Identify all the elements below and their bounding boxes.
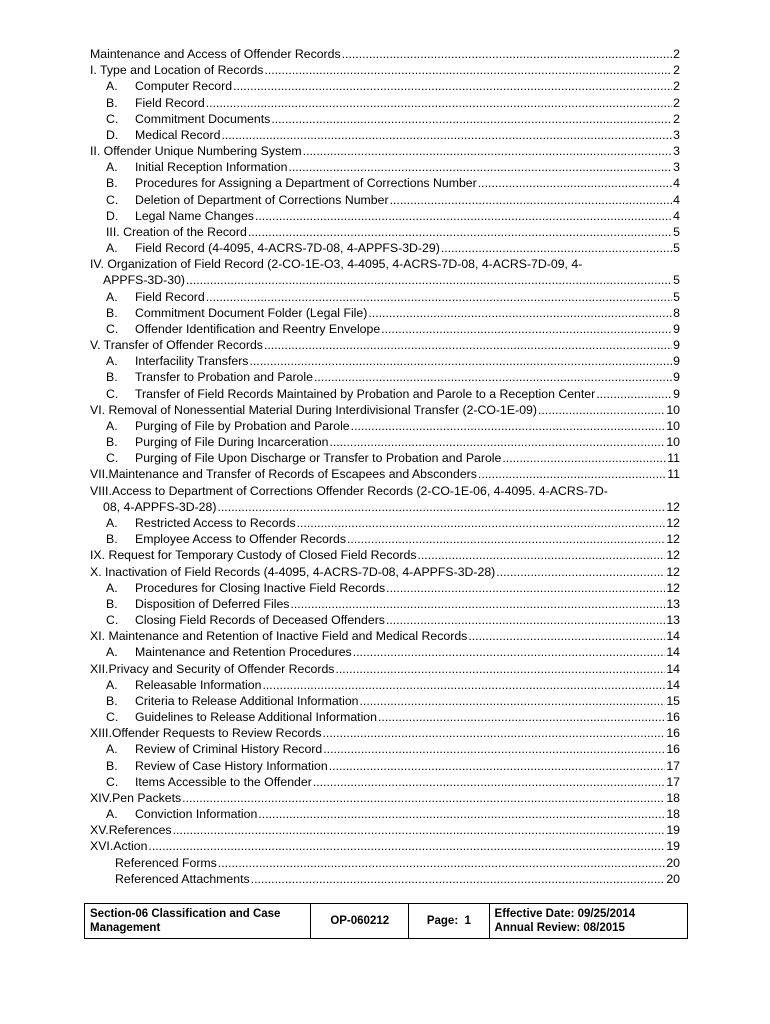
- toc-entry-title: Releasable Information: [135, 677, 262, 692]
- toc-entry-page: 18: [666, 790, 680, 805]
- toc-entry-page: 17: [666, 758, 680, 773]
- footer-page-number: 1: [464, 915, 471, 927]
- toc-entry[interactable]: [90, 547, 680, 563]
- footer-effective-date: Effective Date: 09/25/2014: [494, 908, 636, 920]
- toc-entry-letter: C.: [106, 321, 119, 336]
- toc-dot-leader: [249, 353, 672, 369]
- toc-entry-page: 13: [666, 596, 680, 611]
- toc-dot-leader: [538, 402, 665, 418]
- toc-entry[interactable]: [90, 256, 680, 288]
- toc-entry-title: Items Accessible to the Offender: [135, 774, 312, 789]
- toc-entry[interactable]: [90, 483, 680, 515]
- toc-entry[interactable]: [90, 127, 680, 143]
- footer-annual-review: Annual Review: 08/2015: [494, 922, 625, 934]
- toc-dot-leader: [217, 499, 665, 515]
- toc-entry-page: 17: [666, 774, 680, 789]
- toc-entry-page: 16: [666, 726, 680, 741]
- toc-entry-title: Field Record (4-4095, 4-ACRS-7D-08, 4-APPFS-3D-29): [135, 241, 440, 256]
- toc-dot-leader: [478, 466, 666, 482]
- toc-entry-letter: C.: [106, 613, 119, 628]
- toc-dot-leader: [347, 531, 665, 547]
- toc-entry-page: 11: [667, 467, 680, 482]
- toc-dot-leader: [360, 693, 666, 709]
- toc-entry-letter: C.: [106, 111, 119, 126]
- toc-entry-first-line: [90, 483, 680, 499]
- toc-entry-letter: A.: [106, 677, 118, 692]
- footer-dates: [489, 904, 687, 939]
- toc-entry-letter: A.: [106, 418, 118, 433]
- toc-entry[interactable]: [90, 208, 680, 224]
- toc-entry-title: Conviction Information: [135, 807, 258, 822]
- toc-entry-title: Review of Criminal History Record: [135, 742, 323, 757]
- toc-dot-leader: [264, 337, 672, 353]
- toc-dot-leader: [251, 871, 666, 887]
- toc-entry-title: Offender Identification and Reentry Envelope: [135, 321, 381, 336]
- toc-entry-letter: A.: [106, 79, 118, 94]
- toc-entry-page: 12: [666, 580, 680, 595]
- toc-entry[interactable]: [90, 822, 680, 838]
- toc-entry[interactable]: [90, 725, 680, 741]
- toc-entry-page: 14: [666, 661, 680, 676]
- toc-entry[interactable]: [90, 337, 680, 353]
- toc-entry-page: 2: [673, 111, 680, 126]
- toc-dot-leader: [381, 321, 672, 337]
- toc-entry-title: X. Inactivation of Field Records (4-4095, 4-ACRS-7D-08, 4-APPFS-3D-28): [90, 564, 496, 579]
- toc-entry-title: Computer Record: [135, 79, 233, 94]
- toc-dot-leader: [478, 175, 672, 191]
- toc-entry[interactable]: [90, 580, 680, 596]
- toc-entry-title: Interfacility Transfers: [135, 354, 249, 369]
- toc-dot-leader: [441, 240, 672, 256]
- toc-entry-letter: B.: [106, 95, 118, 110]
- toc-dot-leader: [323, 741, 665, 757]
- toc-entry[interactable]: [90, 531, 680, 547]
- toc-dot-leader: [173, 822, 666, 838]
- toc-dot-leader: [290, 596, 665, 612]
- toc-entry-title: Maintenance and Retention Procedures: [135, 645, 352, 660]
- toc-entry-title: Referenced Attachments: [115, 871, 250, 886]
- toc-dot-leader: [218, 855, 665, 871]
- toc-entry[interactable]: [90, 450, 680, 466]
- toc-dot-leader: [468, 628, 665, 644]
- toc-entry[interactable]: [90, 596, 680, 612]
- toc-entry-page: 9: [673, 370, 680, 385]
- toc-entry-page: 12: [666, 564, 680, 579]
- toc-entry-page: 8: [673, 305, 680, 320]
- toc-entry-page: 12: [666, 499, 680, 514]
- toc-entry-title: XI. Maintenance and Retention of Inactive Field and Medical Records: [90, 629, 468, 644]
- toc-entry-page: 2: [673, 95, 680, 110]
- toc-entry-title: Maintenance and Access of Offender Records: [90, 47, 341, 61]
- toc-dot-leader: [335, 661, 665, 677]
- toc-entry[interactable]: [90, 321, 680, 337]
- toc-entry-page: 5: [673, 273, 680, 288]
- toc-entry-letter: D.: [106, 208, 119, 223]
- toc-entry-first-line: [90, 256, 680, 272]
- toc-entry-page: 5: [673, 224, 680, 239]
- toc-entry-page: 13: [666, 613, 680, 628]
- toc-entry[interactable]: [90, 78, 680, 94]
- toc-dot-leader: [221, 127, 672, 143]
- toc-entry-title: Restricted Access to Records: [135, 515, 296, 530]
- toc-entry-title: I. Type and Location of Records: [90, 63, 264, 78]
- toc-entry-page: 5: [673, 289, 680, 304]
- toc-entry-letter: B.: [106, 435, 118, 450]
- toc-entry[interactable]: [90, 515, 680, 531]
- toc-entry-letter: A.: [106, 807, 118, 822]
- toc-entry-page: 5: [673, 241, 680, 256]
- toc-entry-page: 2: [673, 79, 680, 94]
- toc-entry-title: XVI.Action: [90, 839, 148, 854]
- toc-entry[interactable]: [90, 95, 680, 111]
- toc-entry-page: 12: [666, 532, 680, 547]
- toc-entry-page: 15: [666, 693, 680, 708]
- toc-entry[interactable]: [90, 159, 680, 175]
- toc-entry-page: 14: [666, 629, 680, 644]
- toc-entry-title: Review of Case History Information: [135, 758, 328, 773]
- toc-entry-letter: B.: [106, 305, 118, 320]
- toc-entry-title: Criteria to Release Additional Information: [135, 693, 359, 708]
- toc-entry-title: Field Record: [135, 289, 205, 304]
- toc-entry[interactable]: [90, 693, 680, 709]
- toc-entry[interactable]: [90, 806, 680, 822]
- toc-entry-letter: A.: [106, 241, 118, 256]
- toc-entry-title: Commitment Documents: [135, 111, 271, 126]
- toc-entry-letter: B.: [106, 596, 118, 611]
- toc-dot-leader: [322, 725, 665, 741]
- toc-entry-title: Transfer of Field Records Maintained by Probation and Parole to a Reception Center: [135, 386, 596, 401]
- toc-entry-page: 19: [666, 823, 680, 838]
- footer-op-code: OP-060212: [311, 904, 409, 939]
- toc-dot-leader: [288, 159, 672, 175]
- toc-entry-title: Field Record: [135, 95, 205, 110]
- toc-dot-leader: [342, 46, 673, 62]
- document-footer: [84, 903, 688, 939]
- toc-entry-page: 16: [666, 710, 680, 725]
- toc-entry[interactable]: [90, 612, 680, 628]
- toc-entry-page: 4: [673, 176, 680, 191]
- toc-entry-page: 3: [673, 160, 680, 175]
- toc-entry-page: 9: [673, 386, 680, 401]
- toc-entry-title: VIII.Access to Department of Corrections Offender Records (2-CO-1E-06, 4-4095. 4-ACRS-7D-: [90, 483, 608, 498]
- toc-entry-page: 20: [666, 871, 680, 886]
- toc-dot-leader: [186, 272, 672, 288]
- toc-entry-title: Guidelines to Release Additional Information: [135, 710, 377, 725]
- toc-dot-leader: [329, 434, 665, 450]
- toc-dot-leader: [258, 806, 665, 822]
- toc-entry-letter: A.: [106, 742, 118, 757]
- toc-entry-title: 08, 4-APPFS-3D-28): [103, 499, 217, 514]
- toc-entry-title: Referenced Forms: [115, 855, 217, 870]
- toc-entry[interactable]: [90, 353, 680, 369]
- toc-entry[interactable]: [90, 790, 680, 806]
- toc-entry-page: 14: [666, 645, 680, 660]
- toc-entry-letter: A.: [106, 160, 118, 175]
- toc-entry[interactable]: [90, 369, 680, 385]
- toc-entry-letter: C.: [106, 710, 119, 725]
- toc-entry-title: XV.References: [90, 823, 172, 838]
- toc-dot-leader: [148, 838, 665, 854]
- toc-entry-title: V. Transfer of Offender Records: [90, 338, 263, 353]
- toc-entry-page: 12: [666, 548, 680, 563]
- toc-entry-title: IV. Organization of Field Record (2-CO-1E-O3, 4-4095, 4-ACRS-7D-08, 4-ACRS-7D-09, 4-: [90, 257, 583, 272]
- toc-entry[interactable]: [90, 677, 680, 693]
- toc-entry-title: VII.Maintenance and Transfer of Records of Escapees and Absconders: [90, 467, 477, 482]
- toc-dot-leader: [233, 78, 672, 94]
- toc-entry-title: Closing Field Records of Deceased Offenders: [135, 613, 385, 628]
- toc-dot-leader: [417, 547, 665, 563]
- toc-dot-leader: [297, 515, 666, 531]
- toc-entry-page: 2: [673, 63, 680, 78]
- toc-entry[interactable]: [90, 466, 680, 482]
- table-of-contents: [90, 46, 680, 887]
- toc-dot-leader: [271, 111, 672, 127]
- toc-dot-leader: [386, 612, 665, 628]
- toc-entry-page: 9: [673, 338, 680, 353]
- toc-entry-title: Deletion of Department of Corrections Number: [135, 192, 389, 207]
- toc-entry-title: Medical Record: [135, 127, 221, 142]
- toc-entry-page: 12: [666, 515, 680, 530]
- toc-entry-page: 10: [666, 402, 680, 417]
- toc-entry[interactable]: [90, 855, 680, 871]
- toc-entry-page: 10: [666, 435, 680, 450]
- toc-entry-title: Commitment Document Folder (Legal File): [135, 305, 368, 320]
- toc-entry-page: 19: [666, 839, 680, 854]
- toc-entry-title: VI. Removal of Nonessential Material During Interdivisional Transfer (2-CO-1E-09): [90, 402, 537, 417]
- toc-dot-leader: [313, 774, 666, 790]
- toc-dot-leader: [351, 418, 666, 434]
- toc-entry[interactable]: [90, 434, 680, 450]
- toc-entry[interactable]: [90, 143, 680, 159]
- toc-dot-leader: [368, 305, 672, 321]
- toc-entry[interactable]: [90, 240, 680, 256]
- toc-entry[interactable]: [90, 709, 680, 725]
- toc-dot-leader: [353, 644, 666, 660]
- toc-entry-letter: A.: [106, 645, 118, 660]
- toc-dot-leader: [386, 580, 665, 596]
- toc-entry-title: III. Creation of the Record: [106, 224, 247, 239]
- footer-page-label: Page:: [426, 915, 459, 927]
- toc-entry[interactable]: [90, 402, 680, 418]
- toc-entry-page: 4: [673, 208, 680, 223]
- toc-entry[interactable]: [90, 111, 680, 127]
- toc-entry-title: Purging of File Upon Discharge or Transfer to Probation and Parole: [135, 451, 502, 466]
- toc-dot-leader: [378, 709, 665, 725]
- toc-entry-page: 16: [666, 742, 680, 757]
- toc-entry-page: 14: [666, 677, 680, 692]
- toc-dot-leader: [596, 386, 672, 402]
- toc-entry-page: 9: [673, 354, 680, 369]
- toc-dot-leader: [303, 143, 673, 159]
- toc-entry-title: Disposition of Deferred Files: [135, 596, 290, 611]
- toc-entry-letter: B.: [106, 758, 118, 773]
- toc-dot-leader: [390, 192, 673, 208]
- toc-entry[interactable]: [90, 741, 680, 757]
- toc-entry[interactable]: [90, 289, 680, 305]
- toc-entry-continuation: [90, 272, 680, 288]
- toc-dot-leader: [248, 224, 672, 240]
- toc-entry-title: Transfer to Probation and Parole: [135, 370, 313, 385]
- toc-entry-title: Purging of File During Incarceration: [135, 435, 329, 450]
- toc-entry[interactable]: [90, 175, 680, 191]
- toc-dot-leader: [206, 289, 672, 305]
- toc-entry-title: II. Offender Unique Numbering System: [90, 144, 302, 159]
- toc-entry-letter: A.: [106, 515, 118, 530]
- toc-entry-page: 2: [673, 47, 680, 61]
- toc-entry-title: XIII.Offender Requests to Review Records: [90, 726, 322, 741]
- toc-entry-letter: C.: [106, 386, 119, 401]
- toc-entry-title: Legal Name Changes: [135, 208, 254, 223]
- toc-entry[interactable]: [90, 564, 680, 580]
- footer-page: [409, 904, 489, 939]
- toc-entry[interactable]: [90, 192, 680, 208]
- toc-entry-title: IX. Request for Temporary Custody of Closed Field Records: [90, 548, 417, 563]
- toc-entry-title: Purging of File by Probation and Parole: [135, 418, 350, 433]
- toc-dot-leader: [182, 790, 665, 806]
- toc-dot-leader: [502, 450, 666, 466]
- toc-entry-page: 9: [673, 321, 680, 336]
- toc-entry-letter: A.: [106, 289, 118, 304]
- toc-dot-leader: [255, 208, 672, 224]
- toc-entry[interactable]: [90, 628, 680, 644]
- toc-entry-title: XIV.Pen Packets: [90, 790, 182, 805]
- toc-entry-letter: C.: [106, 451, 119, 466]
- toc-entry-title: Initial Reception Information: [135, 160, 288, 175]
- toc-entry-page: 3: [673, 144, 680, 159]
- toc-entry[interactable]: [90, 644, 680, 660]
- toc-entry[interactable]: [90, 62, 680, 78]
- toc-entry[interactable]: [90, 758, 680, 774]
- toc-entry-letter: C.: [106, 774, 119, 789]
- toc-entry[interactable]: [90, 224, 680, 240]
- toc-entry-page: 11: [667, 451, 680, 466]
- toc-entry[interactable]: [90, 774, 680, 790]
- toc-entry-letter: B.: [106, 176, 118, 191]
- toc-entry[interactable]: [90, 386, 680, 402]
- toc-entry-letter: A.: [106, 354, 118, 369]
- toc-entry-letter: A.: [106, 580, 118, 595]
- toc-entry-letter: C.: [106, 192, 119, 207]
- toc-dot-leader: [262, 677, 665, 693]
- toc-entry-title: Procedures for Closing Inactive Field Records: [135, 580, 386, 595]
- toc-entry-page: 20: [666, 855, 680, 870]
- toc-entry-letter: B.: [106, 532, 118, 547]
- toc-entry[interactable]: [90, 46, 680, 62]
- toc-entry-page: 4: [673, 192, 680, 207]
- toc-entry-page: 10: [666, 418, 680, 433]
- toc-entry-letter: B.: [106, 693, 118, 708]
- toc-entry[interactable]: [90, 305, 680, 321]
- toc-entry-letter: D.: [106, 127, 119, 142]
- toc-entry[interactable]: [90, 871, 680, 887]
- toc-entry[interactable]: [90, 418, 680, 434]
- toc-dot-leader: [329, 758, 666, 774]
- toc-dot-leader: [264, 62, 672, 78]
- toc-entry-title: APPFS-3D-30): [103, 273, 186, 288]
- toc-entry-continuation: [90, 499, 680, 515]
- toc-dot-leader: [314, 369, 672, 385]
- toc-entry[interactable]: [90, 838, 680, 854]
- toc-entry-letter: B.: [106, 370, 118, 385]
- toc-entry-title: XII.Privacy and Security of Offender Records: [90, 661, 335, 676]
- toc-dot-leader: [206, 95, 672, 111]
- toc-dot-leader: [496, 564, 665, 580]
- toc-entry-title: Procedures for Assigning a Department of Corrections Number: [135, 176, 477, 191]
- toc-entry-page: 18: [666, 807, 680, 822]
- toc-entry-page: 3: [673, 127, 680, 142]
- toc-entry[interactable]: [90, 661, 680, 677]
- footer-section: Section-06 Classification and Case Management: [85, 904, 311, 939]
- toc-entry-title: Employee Access to Offender Records: [135, 532, 346, 547]
